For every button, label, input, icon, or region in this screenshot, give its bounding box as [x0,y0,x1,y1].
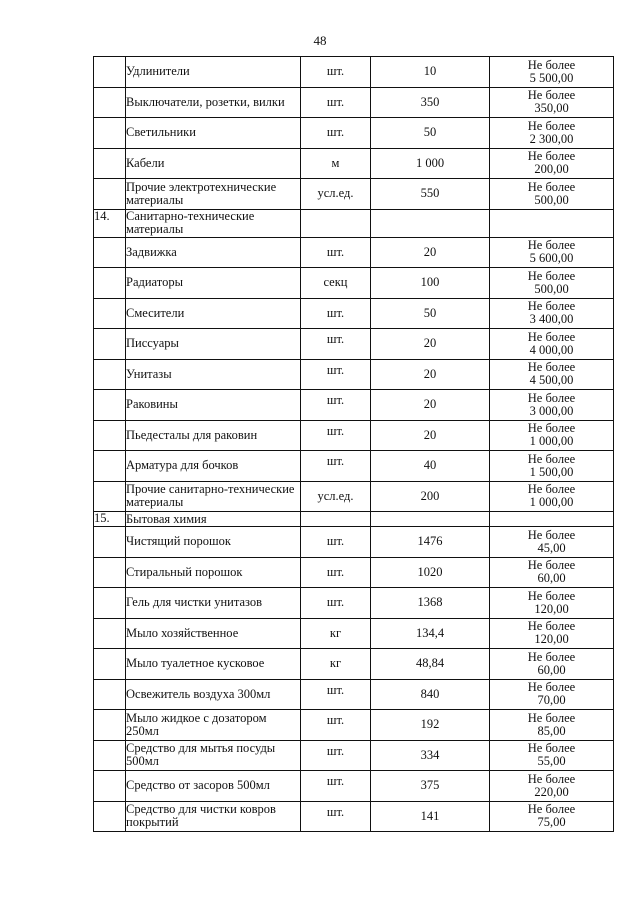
unit-cell: шт. [301,57,371,88]
quantity-cell: 50 [371,118,490,149]
price-cell [490,390,614,421]
table-row [94,771,614,802]
unit-cell: кг [301,618,371,649]
price-value: 60,00 [537,571,566,586]
quantity-cell: 48,84 [371,649,490,680]
table-row [94,649,614,680]
price-value: 2 300,00 [529,131,574,146]
unit-cell: шт. [301,359,371,390]
table-row [94,118,614,149]
item-name-cell: Средство от засоров 500мл [126,771,301,802]
unit-cell [301,209,371,237]
row-number-cell [94,329,126,360]
price-value: 5 600,00 [529,251,574,266]
price-cell [490,359,614,390]
quantity-cell: 1368 [371,588,490,619]
price-label: Не более [527,149,576,164]
price-value: 75,00 [537,815,566,830]
table-row [94,390,614,421]
quantity-cell: 20 [371,390,490,421]
item-name-cell: Гель для чистки унитазов [126,588,301,619]
item-name-cell: Задвижка [126,237,301,268]
price-cell [490,588,614,619]
price-cell [490,771,614,802]
price-label: Не более [527,482,576,497]
row-number-cell [94,87,126,118]
price-value: 1 500,00 [529,464,574,479]
table-row [94,557,614,588]
quantity-cell: 840 [371,679,490,710]
table-row [94,57,614,88]
table-row [94,420,614,451]
price-label: Не более [527,710,576,725]
price-label: Не более [527,558,576,573]
price-label: Не более [527,421,576,436]
price-label: Не более [527,360,576,375]
item-name-cell: Бытовая химия [126,512,301,527]
row-number-cell [94,588,126,619]
quantity-cell: 1020 [371,557,490,588]
quantity-cell: 350 [371,87,490,118]
section-row [94,512,614,527]
unit-cell: усл.ед. [301,481,371,512]
row-number-cell [94,179,126,210]
item-name-cell: Арматура для бочков [126,451,301,482]
item-name-cell: Прочие санитарно-технические материалы [126,481,301,512]
unit-cell [301,512,371,527]
table-row [94,710,614,741]
table-row [94,179,614,210]
unit-cell: кг [301,649,371,680]
item-name-cell: Кабели [126,148,301,179]
price-value: 85,00 [537,723,566,738]
page-number: 48 [313,33,327,48]
price-value: 4 000,00 [529,342,574,357]
unit-cell: м [301,148,371,179]
table-row [94,359,614,390]
unit-cell: усл.ед. [301,179,371,210]
row-number-cell [94,390,126,421]
price-value: 4 500,00 [529,373,574,388]
unit-cell: шт. [301,237,371,268]
price-label: Не более [527,771,576,786]
item-name-cell: Стиральный порошок [126,557,301,588]
price-label: Не более [527,741,576,756]
price-cell [490,268,614,299]
item-name-cell: Писсуары [126,329,301,360]
price-cell [490,118,614,149]
quantity-cell: 1476 [371,527,490,558]
price-value: 500,00 [534,281,569,296]
quantity-cell: 375 [371,771,490,802]
row-number-cell [94,771,126,802]
price-cell [490,179,614,210]
row-number-cell [94,298,126,329]
unit-cell: шт. [301,527,371,558]
row-number-cell [94,451,126,482]
item-name-cell: Пьедесталы для раковин [126,420,301,451]
price-label: Не более [527,451,576,466]
price-value: 350,00 [534,101,569,116]
price-value: 3 400,00 [529,312,574,327]
price-cell [490,451,614,482]
table-row [94,588,614,619]
section-row [94,209,614,237]
item-name-cell: Мыло жидкое с дозатором 250мл [126,710,301,741]
quantity-cell: 20 [371,359,490,390]
item-name-cell: Выключатели, розетки, вилки [126,87,301,118]
unit-cell: шт. [301,771,371,802]
unit-cell: шт. [301,118,371,149]
item-name-cell: Светильники [126,118,301,149]
quantity-cell [371,209,490,237]
price-label: Не более [527,299,576,314]
price-value: 60,00 [537,662,566,677]
price-cell [490,649,614,680]
unit-cell: шт. [301,451,371,482]
row-number-cell [94,649,126,680]
quantity-cell: 40 [371,451,490,482]
row-number-cell [94,481,126,512]
price-label: Не более [527,527,576,542]
item-name-cell: Санитарно-технические материалы [126,209,301,237]
table-row [94,298,614,329]
row-number-cell [94,527,126,558]
price-value: 500,00 [534,192,569,207]
table-row [94,329,614,360]
unit-cell: шт. [301,329,371,360]
table-row [94,527,614,558]
quantity-cell: 334 [371,740,490,771]
price-cell [490,329,614,360]
price-cell [490,57,614,88]
price-cell [490,527,614,558]
row-number-cell [94,618,126,649]
row-number-cell [94,801,126,832]
quantity-cell: 1 000 [371,148,490,179]
price-label: Не более [527,329,576,344]
price-cell [490,512,614,527]
price-cell [490,148,614,179]
row-number-cell [94,740,126,771]
quantity-cell: 20 [371,237,490,268]
table-row [94,618,614,649]
price-label: Не более [527,268,576,283]
price-cell [490,87,614,118]
price-value: 220,00 [534,784,569,799]
table-row [94,87,614,118]
unit-cell: шт. [301,740,371,771]
price-cell [490,481,614,512]
price-cell [490,679,614,710]
row-number-cell: 14. [94,209,126,237]
price-value: 120,00 [534,601,569,616]
row-number-cell [94,359,126,390]
price-label: Не более [527,680,576,695]
table-row [94,740,614,771]
price-cell [490,298,614,329]
table-row [94,268,614,299]
item-name-cell: Раковины [126,390,301,421]
quantity-cell: 20 [371,420,490,451]
unit-cell: шт. [301,710,371,741]
price-label: Не более [527,118,576,133]
price-cell [490,740,614,771]
price-value: 200,00 [534,162,569,177]
unit-cell: шт. [301,298,371,329]
item-name-cell: Средство для мытья посуды 500мл [126,740,301,771]
quantity-cell: 20 [371,329,490,360]
table-row [94,237,614,268]
price-value: 45,00 [537,540,566,555]
price-value: 1 000,00 [529,434,574,449]
quantity-cell: 550 [371,179,490,210]
price-cell [490,618,614,649]
price-label: Не более [527,588,576,603]
price-cell [490,209,614,237]
price-value: 70,00 [537,693,566,708]
quantity-cell: 192 [371,710,490,741]
row-number-cell: 15. [94,512,126,527]
item-name-cell: Смесители [126,298,301,329]
price-cell [490,557,614,588]
price-label: Не более [527,179,576,194]
row-number-cell [94,57,126,88]
table-row [94,801,614,832]
unit-cell: шт. [301,588,371,619]
row-number-cell [94,118,126,149]
price-cell [490,420,614,451]
price-label: Не более [527,390,576,405]
item-name-cell: Прочие электротехнические материалы [126,179,301,210]
price-cell [490,710,614,741]
item-name-cell: Радиаторы [126,268,301,299]
price-label: Не более [527,802,576,817]
price-value: 5 500,00 [529,70,574,85]
quantity-cell: 200 [371,481,490,512]
table-row [94,451,614,482]
unit-cell: шт. [301,679,371,710]
row-number-cell [94,557,126,588]
unit-cell: секц [301,268,371,299]
price-label: Не более [527,57,576,72]
item-name-cell: Мыло хозяйственное [126,618,301,649]
table-row [94,481,614,512]
item-name-cell: Средство для чистки ковров покрытий [126,801,301,832]
row-number-cell [94,710,126,741]
price-label: Не более [527,619,576,634]
quantity-cell: 141 [371,801,490,832]
unit-cell: шт. [301,557,371,588]
unit-cell: шт. [301,390,371,421]
quantity-cell: 100 [371,268,490,299]
unit-cell: шт. [301,420,371,451]
row-number-cell [94,679,126,710]
unit-cell: шт. [301,801,371,832]
price-value: 120,00 [534,632,569,647]
unit-cell: шт. [301,87,371,118]
materials-table [93,56,614,832]
table-row [94,148,614,179]
row-number-cell [94,268,126,299]
quantity-cell: 134,4 [371,618,490,649]
price-label: Не более [527,238,576,253]
price-value: 1 000,00 [529,495,574,510]
price-label: Не более [527,649,576,664]
quantity-cell: 10 [371,57,490,88]
row-number-cell [94,148,126,179]
price-value: 3 000,00 [529,403,574,418]
item-name-cell: Удлинители [126,57,301,88]
price-label: Не более [527,88,576,103]
item-name-cell: Чистящий порошок [126,527,301,558]
quantity-cell: 50 [371,298,490,329]
quantity-cell [371,512,490,527]
row-number-cell [94,237,126,268]
item-name-cell: Освежитель воздуха 300мл [126,679,301,710]
price-value: 55,00 [537,754,566,769]
table-row [94,679,614,710]
price-cell [490,801,614,832]
price-cell [490,237,614,268]
item-name-cell: Унитазы [126,359,301,390]
item-name-cell: Мыло туалетное кусковое [126,649,301,680]
row-number-cell [94,420,126,451]
